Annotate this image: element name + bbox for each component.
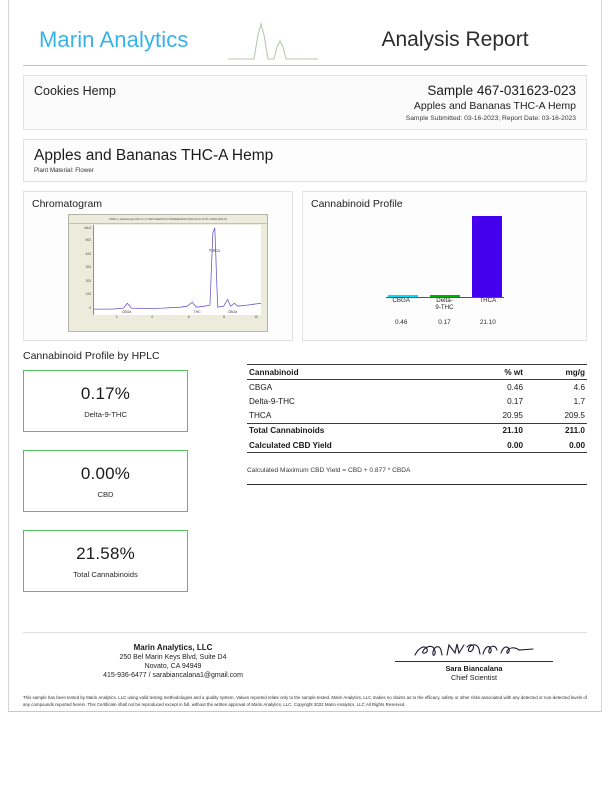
report-page xyxy=(8,0,602,712)
result-label: Total Cannabinoids xyxy=(73,569,138,579)
client-name: Cookies Hemp xyxy=(34,84,116,98)
product-panel xyxy=(23,139,587,182)
result-box-delta9thc xyxy=(23,370,188,432)
cell-wt: 0.46 xyxy=(507,382,523,392)
chromatogram-header-text: VWD1 A, Wavelength=220 nm (C:\HPC\HEM\10x17x\03HEM23H03 2023-03-16 12-57-41\002-0101.D) xyxy=(69,215,267,224)
company-address-1: 250 Bel Marin Keys Blvd, Suite D4 xyxy=(119,654,227,661)
result-value: 21.58% xyxy=(76,543,135,563)
table-row xyxy=(247,394,587,408)
sample-id: Sample 467-031623-023 xyxy=(427,83,576,98)
cell-wt: 20.95 xyxy=(502,411,523,421)
sample-dates: Sample Submitted: 03-16-2023; Report Date: 03-16-2023 xyxy=(405,115,576,122)
cannabinoid-profile-title: Cannabinoid Profile xyxy=(311,198,403,210)
bar-value-thca: 21.10 xyxy=(479,319,496,326)
x-tick: 6 xyxy=(187,315,190,319)
hplc-section xyxy=(23,350,587,610)
result-label: CBD xyxy=(97,489,114,499)
legal-disclaimer: This sample has been tested by Marin Analytics, LLC using valid testing methodologies and a quality system. Values reported relate only to the sample tested. Marin Analytics, LLC makes no claims as to the efficacy, safety or other risks associated with any detected or non-detected levels of any compounds reported herein. This Certificate shall not be reproduced except in full, without the written approval of Marin Analytics, LLC. Copyright 2022 Marin Analytics, LLC All Rights Reserved. xyxy=(23,695,587,707)
bar-value-cbga: 0.46 xyxy=(394,319,408,326)
product-title: Apples and Bananas THC-A Hemp xyxy=(34,147,274,164)
hplc-section-title: Cannabinoid Profile by HPLC xyxy=(23,350,160,362)
cell-wt: 21.10 xyxy=(463,423,525,438)
company-address-2: Novato, CA 94949 xyxy=(144,663,202,670)
table-row-cbd-yield xyxy=(247,438,587,453)
signature-block xyxy=(389,639,559,682)
cannabinoid-profile-card xyxy=(302,191,587,341)
report-footer xyxy=(23,632,587,718)
peak-label-thca: THCa xyxy=(208,248,220,254)
chromatogram-card xyxy=(23,191,293,341)
page-title: Analysis Report xyxy=(381,27,529,51)
y-tick: 500 xyxy=(85,238,91,243)
y-tick: 200 xyxy=(85,278,91,283)
result-value: 0.00% xyxy=(80,463,131,483)
cell-mgg: 211.0 xyxy=(525,423,587,438)
cell-wt: 0.17 xyxy=(507,396,523,406)
company-name: Marin Analytics, LLC xyxy=(133,643,213,652)
chromatogram-x-axis xyxy=(93,310,261,327)
y-tick: 0 xyxy=(89,305,91,310)
charts-row xyxy=(23,191,587,341)
result-value: 0.17% xyxy=(80,383,131,403)
signatory-name: Sara Biancalana xyxy=(445,664,503,673)
bar-label-line: Delta- xyxy=(436,296,453,304)
masthead xyxy=(23,14,587,66)
chromatogram-plot xyxy=(68,214,268,332)
bar-label-line: THCA xyxy=(479,296,497,304)
cbd-yield-formula-note: Calculated Maximum CBD Yield = CBD + 0.877 * CBDA xyxy=(247,467,411,475)
cell-mgg: 1.7 xyxy=(573,396,585,406)
cell-name: Calculated CBD Yield xyxy=(247,438,463,453)
cell-name: THCA xyxy=(249,411,272,421)
y-tick: 400 xyxy=(85,251,91,256)
cell-wt: 0.00 xyxy=(463,438,525,453)
company-contact: 415-936-6477 / sarabiancalana1@gmail.com xyxy=(103,672,243,679)
chromatogram-title: Chromatogram xyxy=(32,198,103,210)
th-percent-wt: % wt xyxy=(463,365,525,380)
th-mg-per-g: mg/g xyxy=(525,365,587,380)
sample-header-panel xyxy=(23,75,587,130)
bar-thca xyxy=(472,216,502,297)
cell-mgg: 209.5 xyxy=(564,411,585,421)
bar-label-line: CBGA xyxy=(392,296,410,304)
signature-rule xyxy=(395,661,553,662)
bar-label-thca xyxy=(466,297,509,313)
result-label: Delta-9-THC xyxy=(84,409,127,419)
table-row-total xyxy=(247,423,587,438)
cell-mgg: 4.6 xyxy=(573,382,585,392)
cell-mgg: 0.00 xyxy=(525,438,587,453)
peak-label-cbga-2: CBGa xyxy=(227,310,238,314)
hplc-highlights xyxy=(23,350,233,610)
th-cannabinoid: Cannabinoid xyxy=(247,365,463,380)
table-row xyxy=(247,380,587,395)
x-tick: 2 xyxy=(115,315,118,319)
y-tick: mAU xyxy=(83,225,91,230)
cell-name: Delta-9-THC xyxy=(249,396,295,406)
bar-value-delta9thc: 0.17 xyxy=(438,319,451,326)
x-tick: 4 xyxy=(150,315,153,319)
table-bottom-rule xyxy=(247,484,587,485)
bar-label-line: 9-THC xyxy=(435,304,454,312)
chromatogram-peak-icon xyxy=(228,19,318,65)
company-block xyxy=(23,643,323,679)
result-box-total-cannabinoids xyxy=(23,530,188,592)
bar-label-delta9thc xyxy=(423,297,466,313)
bar-plot-area xyxy=(386,214,504,298)
peak-label-cbga-1: CBGa xyxy=(121,310,132,314)
bar-label-cbga xyxy=(380,297,423,313)
x-tick: 10 xyxy=(254,315,258,319)
x-tick: 8 xyxy=(223,315,225,319)
chromatogram-y-axis xyxy=(69,225,93,315)
chromatogram-trace xyxy=(93,225,261,315)
cannabinoid-bar-chart xyxy=(315,214,574,324)
y-tick: 300 xyxy=(85,265,91,270)
sample-strain: Apples and Bananas THC-A Hemp xyxy=(413,100,576,112)
table-header-row xyxy=(247,365,587,380)
handwritten-signature-icon xyxy=(409,639,539,661)
bar-value-labels xyxy=(380,319,510,326)
brand-logo-text: Marin Analytics xyxy=(39,26,189,52)
bar-category-labels xyxy=(380,297,510,313)
hplc-table-wrap xyxy=(247,350,587,610)
signatory-role: Chief Scientist xyxy=(451,673,497,682)
y-tick: 100 xyxy=(85,292,91,297)
product-subtitle: Plant Material: Flower xyxy=(34,167,94,174)
cell-name: CBGA xyxy=(249,382,273,392)
table-row xyxy=(247,409,587,424)
cannabinoid-results-table xyxy=(247,364,587,453)
result-box-cbd xyxy=(23,450,188,512)
cell-name: Total Cannabinoids xyxy=(247,423,463,438)
peak-label-thc: THC xyxy=(193,310,201,314)
